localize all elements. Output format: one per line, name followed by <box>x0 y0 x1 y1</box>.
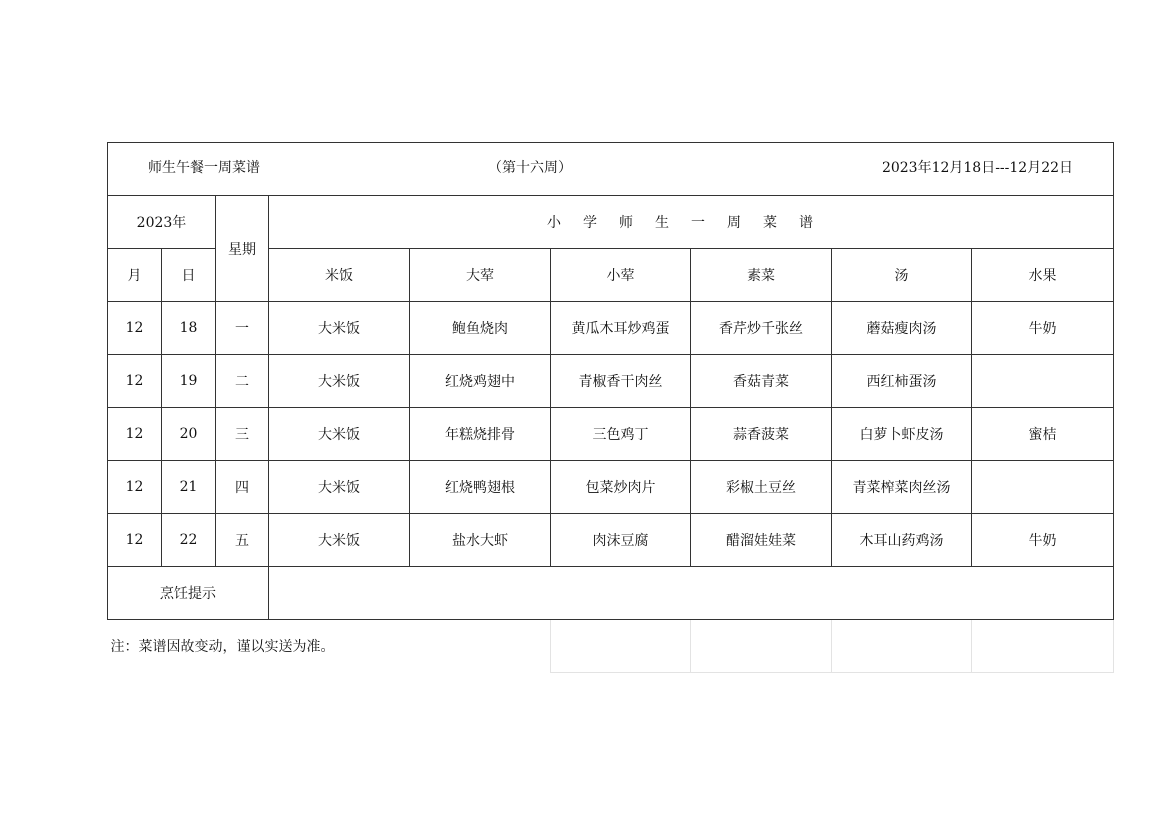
column-header-vegetable: 素菜 <box>691 249 832 302</box>
month-cell: 12 <box>108 514 162 567</box>
weekly-menu-table <box>107 142 1114 673</box>
fruit-cell <box>972 355 1114 408</box>
table-row <box>108 461 1114 514</box>
weekday-cell: 五 <box>216 514 269 567</box>
day-cell: 20 <box>162 408 216 461</box>
month-header: 月 <box>108 249 162 302</box>
small-meat-cell: 三色鸡丁 <box>551 408 691 461</box>
weekday-cell: 三 <box>216 408 269 461</box>
fruit-cell: 牛奶 <box>972 514 1114 567</box>
cooking-tips-value <box>269 567 1114 620</box>
menu-note: 注：菜谱因故变动，谨以实送为准。 <box>108 620 551 673</box>
column-header-big-meat: 大荤 <box>410 249 551 302</box>
rice-cell: 大米饭 <box>269 408 410 461</box>
table-row <box>108 408 1114 461</box>
week-number: （第十六周） <box>488 160 572 176</box>
month-cell: 12 <box>108 302 162 355</box>
empty-cell <box>972 620 1114 673</box>
weekday-cell: 二 <box>216 355 269 408</box>
soup-cell: 蘑菇瘦肉汤 <box>832 302 972 355</box>
menu-header-row <box>108 143 1114 196</box>
rice-cell: 大米饭 <box>269 302 410 355</box>
rice-cell: 大米饭 <box>269 355 410 408</box>
small-meat-cell: 青椒香干肉丝 <box>551 355 691 408</box>
menu-title: 师生午餐一周菜谱 <box>148 160 260 176</box>
soup-cell: 西红柿蛋汤 <box>832 355 972 408</box>
empty-cell <box>551 620 691 673</box>
column-header-small-meat: 小荤 <box>551 249 691 302</box>
weekday-cell: 四 <box>216 461 269 514</box>
month-cell: 12 <box>108 408 162 461</box>
table-row <box>108 514 1114 567</box>
vegetable-cell: 醋溜娃娃菜 <box>691 514 832 567</box>
year-label: 2023年 <box>108 196 216 249</box>
fruit-cell <box>972 461 1114 514</box>
column-header-soup: 汤 <box>832 249 972 302</box>
date-range: 2023年12月18日---12月22日 <box>881 160 1074 176</box>
month-cell: 12 <box>108 355 162 408</box>
column-header-fruit: 水果 <box>972 249 1114 302</box>
small-meat-cell: 肉沫豆腐 <box>551 514 691 567</box>
small-meat-cell: 包菜炒肉片 <box>551 461 691 514</box>
table-row <box>108 355 1114 408</box>
month-cell: 12 <box>108 461 162 514</box>
vegetable-cell: 彩椒土豆丝 <box>691 461 832 514</box>
soup-cell: 白萝卜虾皮汤 <box>832 408 972 461</box>
fruit-cell: 蜜桔 <box>972 408 1114 461</box>
weekday-cell: 一 <box>216 302 269 355</box>
day-cell: 19 <box>162 355 216 408</box>
small-meat-cell: 黄瓜木耳炒鸡蛋 <box>551 302 691 355</box>
vegetable-cell: 香芹炒千张丝 <box>691 302 832 355</box>
empty-cell <box>691 620 832 673</box>
weekday-header: 星期 <box>216 196 269 302</box>
rice-cell: 大米饭 <box>269 514 410 567</box>
table-row <box>108 302 1114 355</box>
day-cell: 22 <box>162 514 216 567</box>
column-header-rice: 米饭 <box>269 249 410 302</box>
vegetable-cell: 蒜香菠菜 <box>691 408 832 461</box>
soup-cell: 木耳山药鸡汤 <box>832 514 972 567</box>
rice-cell: 大米饭 <box>269 461 410 514</box>
soup-cell: 青菜榨菜肉丝汤 <box>832 461 972 514</box>
day-cell: 21 <box>162 461 216 514</box>
vegetable-cell: 香菇青菜 <box>691 355 832 408</box>
day-header: 日 <box>162 249 216 302</box>
cooking-tips-label: 烹饪提示 <box>108 567 269 620</box>
school-menu-title: 小学师生一周菜谱 <box>269 196 1114 249</box>
big-meat-cell: 鲍鱼烧肉 <box>410 302 551 355</box>
big-meat-cell: 盐水大虾 <box>410 514 551 567</box>
fruit-cell: 牛奶 <box>972 302 1114 355</box>
day-cell: 18 <box>162 302 216 355</box>
big-meat-cell: 年糕烧排骨 <box>410 408 551 461</box>
big-meat-cell: 红烧鸭翅根 <box>410 461 551 514</box>
empty-cell <box>832 620 972 673</box>
big-meat-cell: 红烧鸡翅中 <box>410 355 551 408</box>
